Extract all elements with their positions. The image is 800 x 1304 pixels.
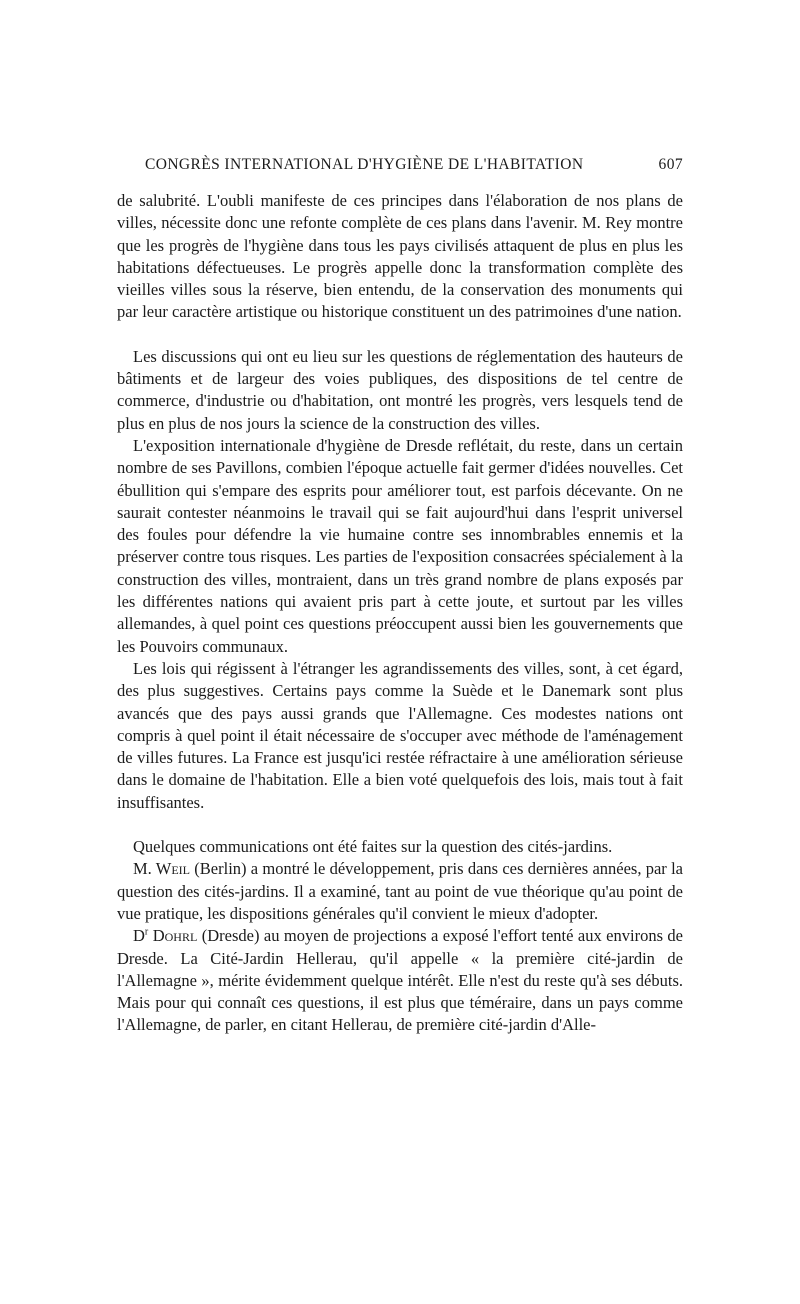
paragraph-dohrl (117, 925, 683, 1036)
paragraph-dohrl-text: (Dresde) au moyen de projections a exposé l'effort tenté aux environs de Dresde. La Cité-Jardin Hellerau, qu'il appelle « la première cité-jardin de l'Allemagne », mérite évidemment quelque intérêt. Elle n'est du reste qu'à ses débuts. Mais pour qui connaît ces questions, il est plus que téméraire, dans un pays comme l'Allemagne, de parler, en citant Hellerau, de première cité-jardin d'Alle- (117, 926, 684, 1035)
paragraph-lois-etranger: Les lois qui régissent à l'étranger les agrandissements des villes, sont, à cet égard, des plus suggestives. Certains pays comme la Suède et le Danemark sont plus avancés que des pays aussi grands que l'Allemagne. Ces modestes nations ont compris à quel point il était nécessaire de s'occuper avec méthode de l'aménagement de villes futures. La France est jusqu'ici restée réfractaire à une amélioration sérieuse dans le domaine de l'habitation. Elle a bien voté quelquefois des lois, mais tout à fait insuffisantes. (117, 658, 683, 812)
running-header (117, 156, 683, 180)
speaker-name-dohrl: Dohrl (152, 926, 198, 946)
paragraph-weil-text: (Berlin) a montré le développement, pris dans ces dernières années, par la question des cités-jardins. Il a examiné, tant au point de vue théorique qu'au point de vue pratique, les dispositions générales qu'il convient le mieux d'adopter. (117, 859, 683, 923)
title-doctor: D (133, 926, 145, 946)
paragraph-weil (117, 858, 683, 925)
title-doctor-sup: r (144, 926, 149, 938)
paragraph-communications-cites-jardins: Quelques communications ont été faites sur la question des cités-jardins. (133, 837, 613, 857)
page-number: 607 (658, 156, 683, 173)
body-text (117, 190, 683, 1037)
paragraph-salubrite: de salubrité. L'oubli manifeste de ces principes dans l'élaboration de nos plans de villes, nécessite donc une refonte complète de ces plans dans l'avenir. M. Rey montre que les progrès de l'hygiène dans tous les pays civilisés attaquent de plus en plus les habitations défectueuses. Le progrès appelle donc la transformation complète des vieilles villes sous la réserve, bien entendu, de la conservation des monuments qui par leur caractère artistique ou historique constituent un des patrimoines d'une nation. (117, 191, 683, 322)
paragraph-discussions: Les discussions qui ont eu lieu sur les questions de réglementation des hauteurs de bâtiments et de largeur des voies publiques, des dispositions de tel centre de commerce, d'industrie ou d'habitation, ont montré les progrès, vers lesquels tend de plus en plus de nos jours la science de la construction des villes. (117, 346, 683, 433)
speaker-name-weil: M. Weil (133, 859, 191, 879)
paragraph-exposition-dresde: L'exposition internationale d'hygiène de Dresde reflétait, du reste, dans un certain nombre de ses Pavillons, combien l'époque actuelle fait germer d'idées nouvelles. Cet ébullition qui s'empare des esprits pour améliorer tout, est parfois décevante. On ne saurait contester néanmoins le travail qui se fait aujourd'hui dans l'esprit universel des foules pour défendre la vie humaine contre ses innombrables ennemis et la préserver contre tous risques. Les parties de l'exposition consacrées spécialement à la construction des villes, montraient, dans un très grand nombre de plans exposés par les différentes nations qui avaient pris part à cette joute, et surtout par les villes allemandes, à quel point ces questions préoccupent aussi bien les gouvernements que les Pouvoirs communaux. (117, 435, 683, 656)
running-title: CONGRÈS INTERNATIONAL D'HYGIÈNE DE L'HABITATION (145, 156, 584, 173)
